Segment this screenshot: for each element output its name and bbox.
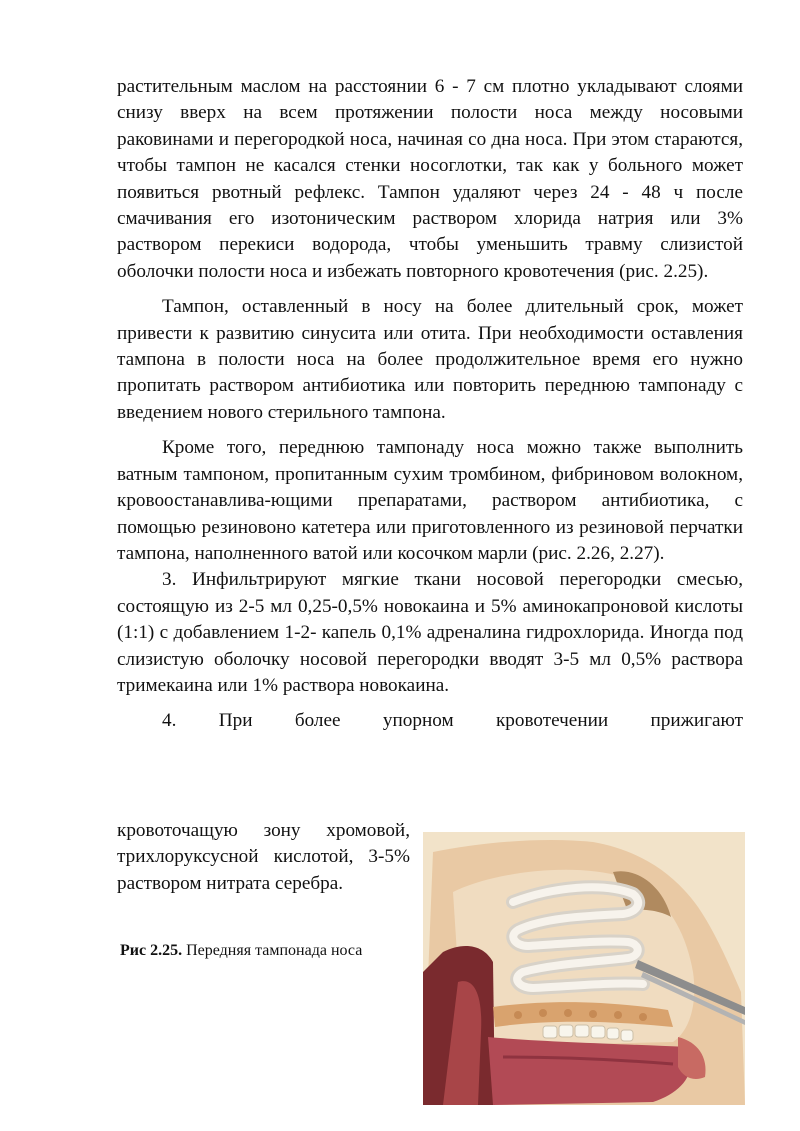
figure-caption-text: Передняя тампонада носа <box>182 942 363 959</box>
paragraph-5: 4. При более упорном кровотечении прижигают <box>162 710 743 732</box>
paragraph-5-continuation: кровоточащую зону хромовой, трихлоруксусной кислотой, 3-5% раствором нитрата серебра. <box>117 820 410 894</box>
paragraph-1: растительным маслом на расстоянии 6 - 7 см плотно укладывают слоями снизу вверх на всем протяжении полости носа между носовыми раковинами и перегородкой носа, начиная со дна носа. При этом стараются, чтобы тампон не касался стенки носоглотки, так как у больного может появиться рвотный рефлекс. Тампон удаляют через 24 - 48 ч после смачивания его изотоническим раствором хлорида натрия или 3% раствором перекиси водорода, чтобы уменьшить травму слизистой оболочки полости носа и избежать повторного кровотечения (рис. 2.25). <box>117 76 743 282</box>
paragraph-2: Тампон, оставленный в носу на более длительный срок, может привести к развитию синусита или отита. При необходимости оставления тампона в полости носа на более продолжительное время его нужно пропитать раствором антибиотика или повторить переднюю тампонаду с введением нового стерильного тампона. <box>117 296 743 423</box>
paragraph-3: Кроме того, переднюю тампонаду носа можно также выполнить ватным тампоном, пропитанным сухим тромбином, фибриновом волокном, кровоостанавлива-ющими препаратами, раствором антибиотика, с помощью резиновоно катетера или приготовленного из резиновой перчатки тампона, наполненного ватой или косочком марли (рис. 2.26, 2.27). <box>117 437 743 564</box>
body-text <box>117 74 743 735</box>
figure-caption-label: Рис 2.25. <box>120 942 183 959</box>
paragraph-4: 3. Инфильтрируют мягкие ткани носовой перегородки смесью, состоящую из 2-5 мл 0,25-0,5% новокаина и 5% аминокапроновой кислоты (1:1) с добавлением 1-2- капель 0,1% адреналина гидрохлорида. Иногда под слизистую оболочку носовой перегородки вводят 3-5 мл 0,5% раствора тримекаина или 1% раствора новокаина. <box>117 569 743 696</box>
figure-caption <box>120 940 362 962</box>
nasal-tamponade-illustration <box>423 832 745 1105</box>
